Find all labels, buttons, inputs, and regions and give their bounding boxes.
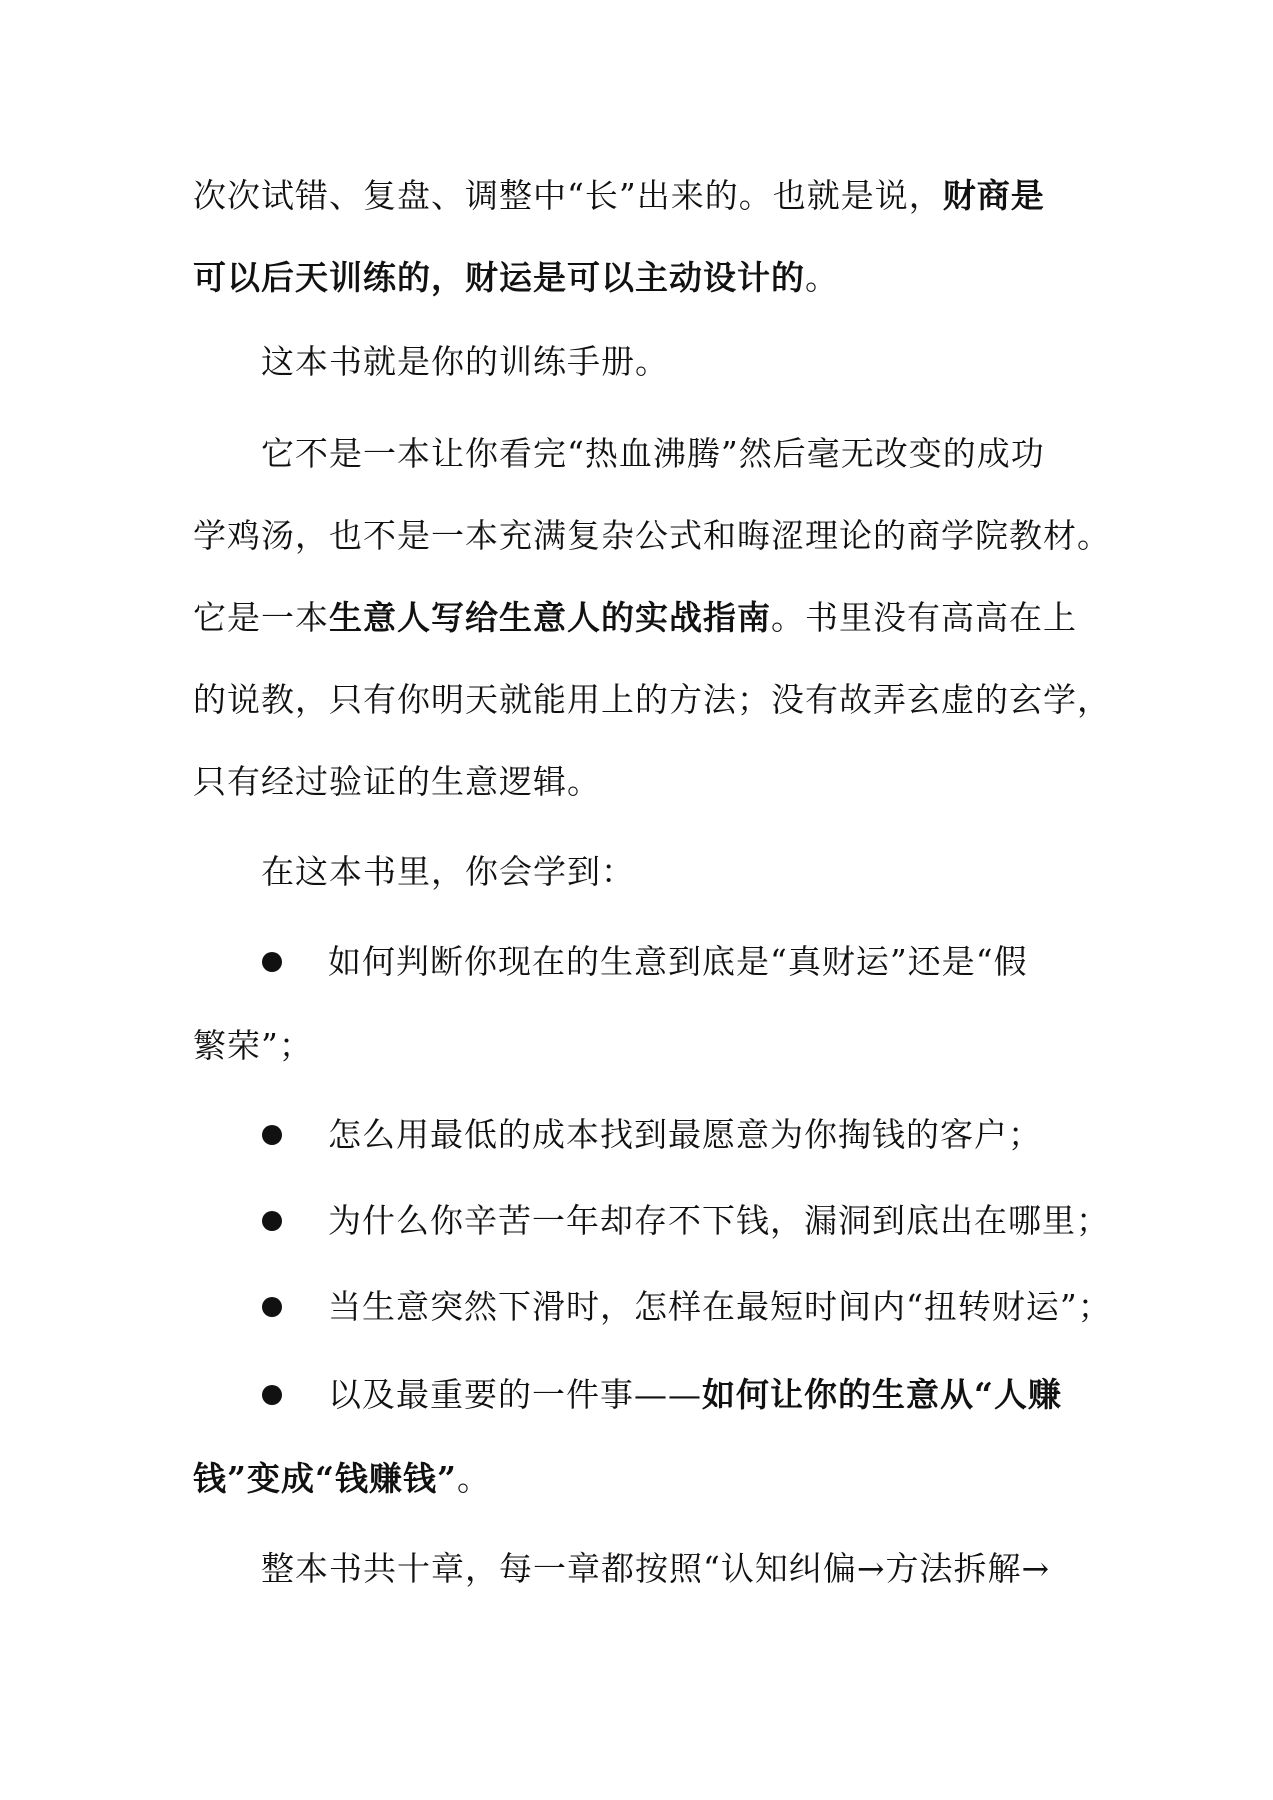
text-span: 。 [805,258,839,297]
paragraph-line [193,254,839,302]
bold-text: 可以后天训练的，财运是可以主动设计的 [193,258,805,297]
text-span: 次次试错、复盘、调整中“长”出来的。也就是说， [193,176,943,215]
paragraph-line: 这本书就是你的训练手册。 [261,342,669,381]
bullet-dot [262,1125,282,1145]
list-item [328,1371,1062,1419]
bold-text: 钱”变成“钱赚钱” [193,1459,457,1498]
paragraph-line: 只有经过验证的生意逻辑。 [193,762,601,801]
text-span: 以及最重要的一件事—— [328,1375,702,1414]
paragraph-line: 在这本书里，你会学到： [261,852,635,891]
paragraph-line [193,172,1045,220]
paragraph-line: 的说教，只有你明天就能用上的方法；没有故弄玄虚的玄学， [193,680,1111,719]
paragraph-line: 学鸡汤，也不是一本充满复杂公式和晦涩理论的商学院教材。 [193,516,1111,555]
list-item: 怎么用最低的成本找到最愿意为你掏钱的客户； [328,1115,1042,1154]
paragraph-line: 整本书共十章，每一章都按照“认知纠偏→方法拆解→ [261,1549,1051,1588]
text-span: 。书里没有高高在上 [771,598,1077,637]
bold-text: 财商是 [942,176,1045,215]
bold-text: 如何让你的生意从“人赚 [702,1375,1062,1414]
list-item: 当生意突然下滑时，怎样在最短时间内“扭转财运”； [328,1287,1112,1326]
list-item: 为什么你辛苦一年却存不下钱，漏洞到底出在哪里； [328,1201,1110,1240]
bullet-dot [262,1211,282,1231]
list-item-continuation [193,1455,491,1503]
bold-text: 生意人写给生意人的实战指南 [329,598,771,637]
bullet-dot [262,1297,282,1317]
list-item: 如何判断你现在的生意到底是“真财运”还是“假 [328,942,1028,981]
bullet-dot [262,1385,282,1405]
paragraph-line [193,594,1077,642]
paragraph-line: 它不是一本让你看完“热血沸腾”然后毫无改变的成功 [261,434,1045,473]
text-span: 它是一本 [193,598,329,637]
list-item-continuation: 繁荣”； [193,1026,313,1065]
bullet-dot [262,952,282,972]
text-span: 。 [456,1459,491,1498]
